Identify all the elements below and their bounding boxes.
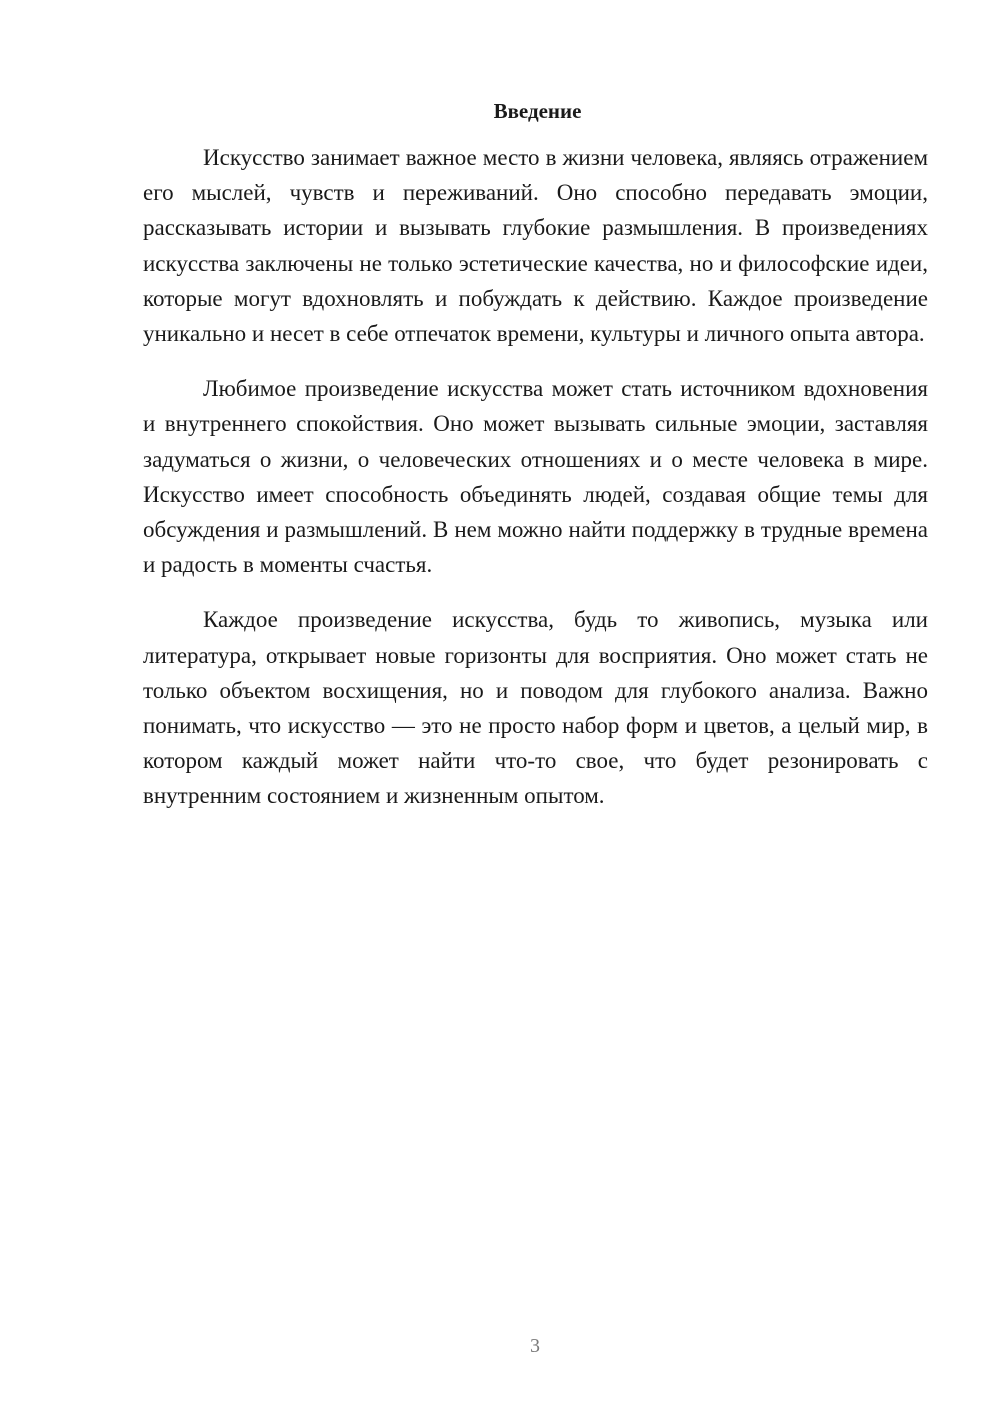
paragraph-2: Любимое произведение искусства может стать источником вдохновения и внутреннего спокойствия. Оно может вызывать сильные эмоции, заставляя задуматься о жизни, о человеческих отношениях и о месте человека в мире. Искусство имеет способность объединять людей, создавая общие темы для обсуждения и размышлений. В нем можно найти поддержку в трудные времена и радость в моменты счастья.: [143, 376, 928, 578]
paragraph-1: Искусство занимает важное место в жизни человека, являясь отражением его мыслей, чувств и переживаний. Оно способно передавать эмоции, рассказывать истории и вызывать глубокие размышления. В произведениях искусства заключены не только эстетические качества, но и философские идеи, которые могут вдохновлять и побуждать к действию. Каждое произведение уникально и несет в себе отпечаток времени, культуры и личного опыта автора.: [143, 145, 928, 347]
page-number: 3: [530, 1335, 540, 1357]
page-content: [143, 96, 928, 834]
paragraph-3: Каждое произведение искусства, будь то живопись, музыка или литература, открывает новые горизонты для восприятия. Оно может стать не только объектом восхищения, но и поводом для глубокого анализа. Важно понимать, что искусство — это не просто набор форм и цветов, а целый мир, в котором каждый может найти что-то свое, что будет резонировать с внутренним состоянием и жизненным опытом.: [143, 607, 928, 809]
section-heading: Введение: [493, 99, 582, 123]
